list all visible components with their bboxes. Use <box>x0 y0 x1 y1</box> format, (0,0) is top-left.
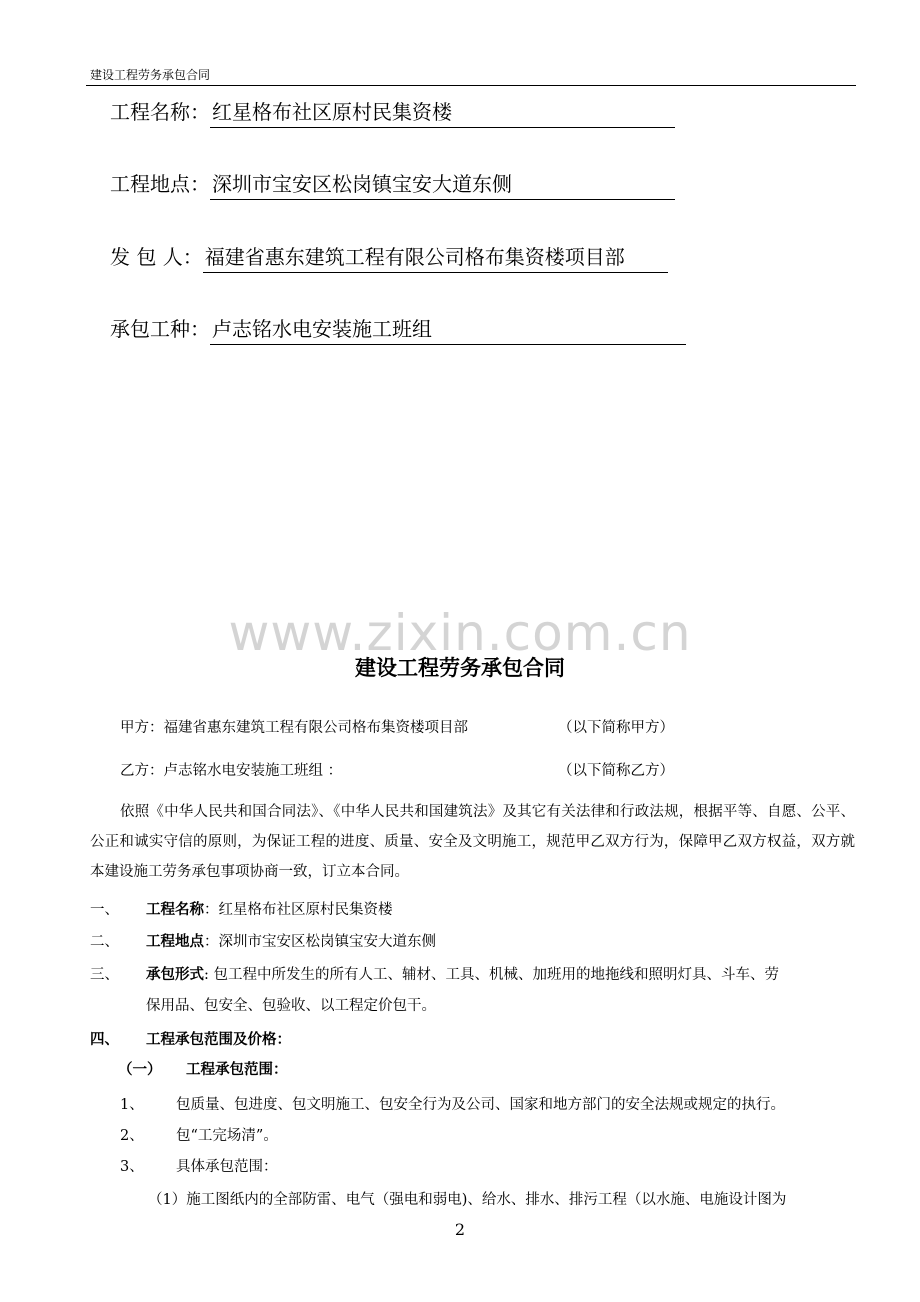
section-num: 二、 <box>90 934 119 950</box>
watermark: www.zixin.com.cn <box>228 604 692 662</box>
cover-label: 发 包 人： <box>110 245 203 269</box>
intro-paragraph: 依照《中华人民共和国合同法》、《中华人民共和国建筑法》及其它有关法律和行政法规，根据平等、自愿、公平、公正和诚实守信的原则，为保证工程的进度、质量、安全及文明施工，规范甲乙双方行为，保障甲乙双方权益，双方就本建设施工劳务承包事项协商一致，订立本合同。 <box>90 804 855 880</box>
section-project-name <box>146 900 393 920</box>
sub-heading: 工程承包范围： <box>186 1062 288 1078</box>
section-sep: ： <box>204 934 219 950</box>
item-num: 3、 <box>120 1159 144 1175</box>
section-label: 工程地点 <box>146 934 204 950</box>
section-text: 红星格布社区原村民集资楼 <box>218 902 393 918</box>
running-header: 建设工程劳务承包合同 <box>90 68 211 82</box>
sub-item: （1）施工图纸内的全部防雷、电气（强电和弱电)、给水、排水、排污工程（以水施、电施设计图为 <box>148 1192 787 1208</box>
cover-project-name <box>110 98 675 128</box>
party-a: 甲方：福建省惠东建筑工程有限公司格布集资楼项目部 <box>120 720 468 736</box>
list-item: 包“工完场清”。 <box>176 1128 278 1144</box>
section-project-location <box>146 932 436 952</box>
cover-value: 红星格布社区原村民集资楼 <box>210 98 675 128</box>
party-a-note: （以下简称甲方） <box>558 720 674 736</box>
item-num: 2、 <box>120 1128 144 1144</box>
section-text: 包工程中所发生的所有人工、辅材、工具、机械、加班用的地拖线和照明灯具、斗车、劳 <box>208 967 779 983</box>
sub-heading-num: （一） <box>118 1062 162 1078</box>
section-label: 承包形式 <box>146 967 204 983</box>
list-item: 具体承包范围： <box>176 1159 278 1175</box>
cover-value: 深圳市宝安区松岗镇宝安大道东侧 <box>210 170 675 200</box>
cover-value: 福建省惠东建筑工程有限公司格布集资楼项目部 <box>203 243 668 273</box>
section-sep: ： <box>204 902 219 918</box>
cover-value: 卢志铭水电安装施工班组 <box>210 315 686 345</box>
cover-label: 承包工种： <box>110 317 210 341</box>
cover-label: 工程地点： <box>110 172 210 196</box>
section-text: 深圳市宝安区松岗镇宝安大道东侧 <box>218 934 436 950</box>
section-sep: : <box>204 967 209 983</box>
party-b: 乙方：卢志铭水电安装施工班组 ： <box>120 763 343 779</box>
page-number: 2 <box>454 1220 466 1239</box>
party-b-note: （以下简称乙方） <box>558 763 674 779</box>
cover-project-location <box>110 170 675 200</box>
section-scope-price: 工程承包范围及价格： <box>146 1032 291 1048</box>
section-contract-form-cont: 保用品、包安全、包验收、以工程定价包干。 <box>146 998 436 1014</box>
contract-title: 建设工程劳务承包合同 <box>355 656 565 680</box>
section-contract-form <box>146 965 779 985</box>
header-divider <box>86 85 856 86</box>
list-item: 包质量、包进度、包文明施工、包安全行为及公司、国家和地方部门的安全法规或规定的执行。 <box>176 1097 785 1113</box>
item-num: 1、 <box>120 1097 144 1113</box>
cover-work-type <box>110 315 686 345</box>
section-num: 三、 <box>90 967 119 983</box>
cover-label: 工程名称： <box>110 100 210 124</box>
section-label: 工程名称 <box>146 902 204 918</box>
cover-contractor <box>110 243 668 273</box>
section-num: 一、 <box>90 902 119 918</box>
section-num: 四、 <box>90 1032 119 1048</box>
